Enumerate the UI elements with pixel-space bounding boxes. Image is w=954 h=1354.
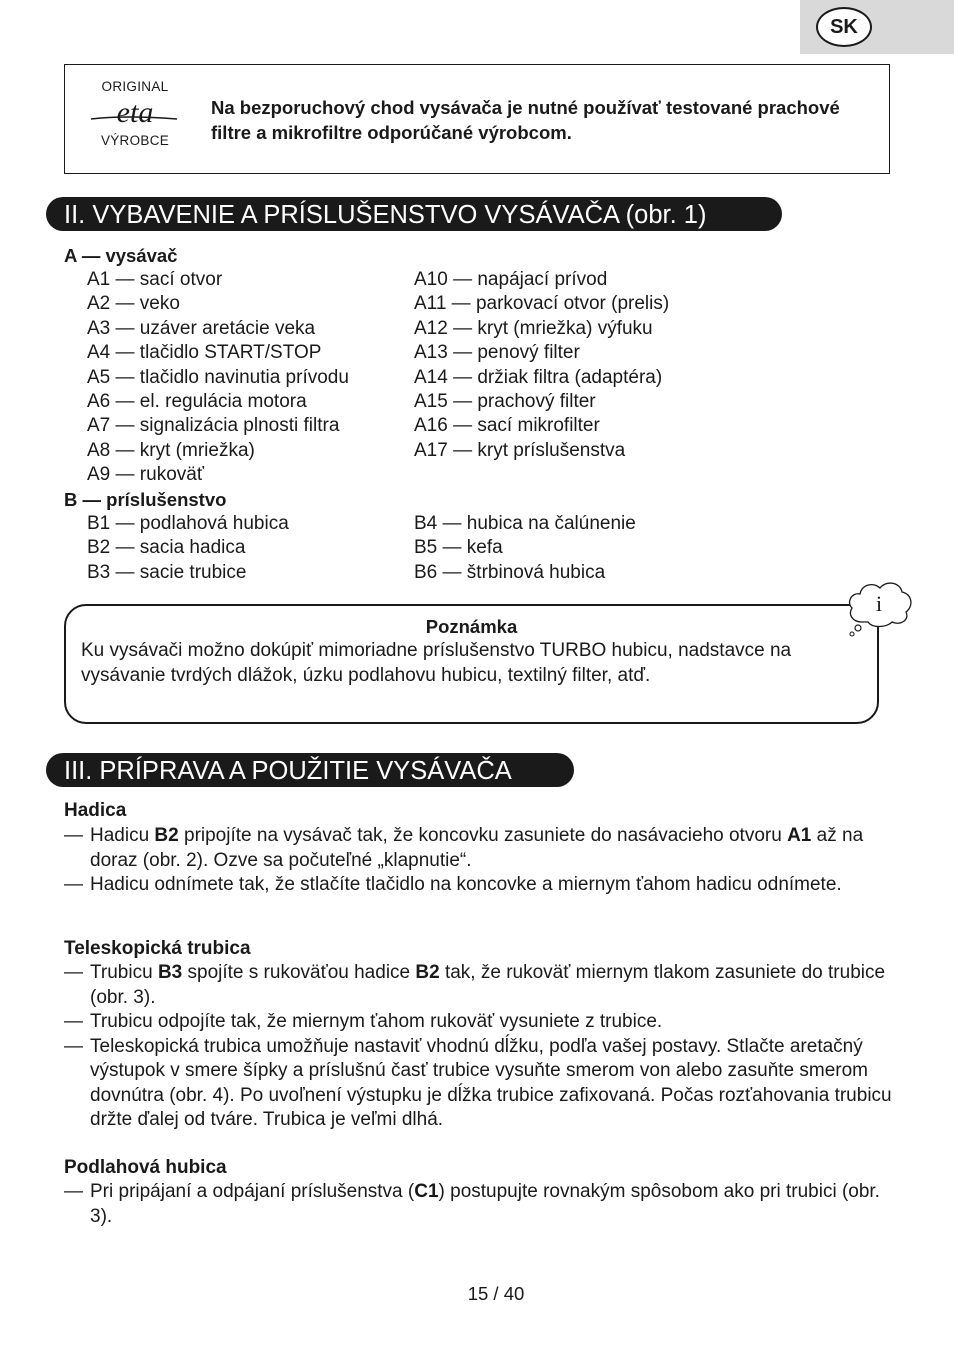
list-item: B1 — podlahová hubica bbox=[87, 513, 289, 534]
text-run: až na doraz (obr. 2). Ozve sa počuteľné „klapnutie“. bbox=[90, 825, 864, 871]
list-item: A15 — prachový filter bbox=[414, 391, 596, 413]
list-item: A5 — tlačidlo navinutia prívodu bbox=[87, 366, 349, 388]
list-item-text bbox=[90, 1010, 894, 1035]
logo-brand-text: eta bbox=[116, 96, 154, 129]
list-item: A16 — sací mikrofilter bbox=[414, 415, 600, 437]
section-title-equipment: II. VYBAVENIE A PRÍSLUŠENSTVO VYSÁVAČA (obr. 1) bbox=[46, 197, 782, 231]
group-b-list-right bbox=[414, 512, 636, 585]
dash-bullet: — bbox=[64, 825, 83, 846]
trubica-heading: Teleskopická trubica bbox=[64, 938, 251, 959]
list-item-text bbox=[90, 1180, 894, 1229]
notice-text: Na bezporuchový chod vysávača je nutné používať testované prachové filtre a mikrofiltre odporúčané výrobcom. bbox=[211, 97, 840, 143]
dash-bullet: — bbox=[64, 962, 83, 983]
text-run: Trubicu bbox=[90, 962, 158, 983]
list-item: A12 — kryt (mriežka) výfuku bbox=[414, 317, 653, 339]
text-run: tak, že rukoväť miernym tlakom zasuniete do trubice (obr. 3). bbox=[90, 962, 886, 1008]
eta-brand-mark bbox=[85, 95, 185, 133]
info-letter: i bbox=[875, 591, 883, 616]
text-run: Hadicu odnímete tak, že stlačíte tlačidlo na koncovke a miernym ťahom hadicu odnímete. bbox=[90, 874, 842, 895]
list-item: A7 — signalizácia plnosti filtra bbox=[87, 415, 340, 437]
language-tab bbox=[800, 0, 954, 54]
group-a-heading: A — vysávač bbox=[64, 245, 178, 266]
list-item: B6 — štrbinová hubica bbox=[414, 561, 606, 583]
text-run: Teleskopická trubica umožňuje nastaviť vhodnú dĺžku, podľa vašej postavy. Stlačte aretačný výstupok v smere šípky a príslušnú časť trubice vysuňte smerom von alebo zasuňte smerom dovnútra (obr. 4). Po uvoľnení výstupku je dĺžka trubice zafixovaná. Počas rozťahovania trubicu držte ďalej od tváre. Trubica je veľmi dlhá. bbox=[90, 1035, 892, 1130]
podlahova-list bbox=[64, 1180, 894, 1229]
list-item-text bbox=[90, 824, 894, 873]
podlahova-heading: Podlahová hubica bbox=[64, 1157, 227, 1178]
list-item: A10 — napájací prívod bbox=[414, 269, 608, 290]
original-eta-logo bbox=[85, 79, 185, 159]
section-title-preparation: III. PRÍPRAVA A POUŽITIE VYSÁVAČA bbox=[46, 753, 574, 787]
list-item: B3 — sacie trubice bbox=[87, 561, 247, 583]
list-item: A13 — penový filter bbox=[414, 342, 580, 364]
hadica-list bbox=[64, 824, 894, 898]
text-run: ) postupujte rovnakým spôsobom ako pri trubici (obr. 3). bbox=[90, 1181, 880, 1227]
part-reference: B2 bbox=[154, 825, 179, 846]
list-item: A14 — držiak filtra (adaptéra) bbox=[414, 366, 663, 388]
part-reference: A1 bbox=[787, 825, 812, 846]
list-item: B4 — hubica na čalúnenie bbox=[414, 513, 636, 534]
part-reference: B3 bbox=[157, 962, 183, 983]
list-item bbox=[64, 1010, 894, 1035]
text-run: pripojíte na vysávač tak, že koncovku zasuniete do nasávacieho otvoru bbox=[178, 825, 788, 846]
text-run: spojíte s rukoväťou hadice bbox=[182, 962, 416, 983]
list-item bbox=[64, 824, 894, 873]
language-badge: SK bbox=[816, 7, 872, 47]
page-number: 15 / 40 bbox=[467, 1283, 525, 1304]
list-item bbox=[64, 961, 894, 1010]
list-item bbox=[64, 1180, 894, 1229]
part-reference: C1 bbox=[414, 1181, 439, 1202]
dash-bullet: — bbox=[64, 1011, 83, 1032]
trubica-list bbox=[64, 961, 894, 1133]
group-a-list-right bbox=[414, 268, 669, 463]
list-item: B5 — kefa bbox=[414, 537, 503, 559]
list-item bbox=[64, 873, 894, 898]
note-title: Poznámka bbox=[425, 616, 518, 637]
list-item: A17 — kryt príslušenstva bbox=[414, 439, 626, 461]
list-item: A6 — el. regulácia motora bbox=[87, 391, 307, 413]
list-item: A4 — tlačidlo START/STOP bbox=[87, 342, 322, 364]
list-item: A9 — rukoväť bbox=[87, 464, 204, 486]
list-item-text bbox=[90, 961, 894, 1010]
group-b-list-left bbox=[87, 512, 289, 585]
group-b-heading: B — príslušenstvo bbox=[64, 489, 227, 510]
list-item: B2 — sacia hadica bbox=[87, 537, 246, 559]
text-run: Hadicu bbox=[90, 825, 155, 846]
text-run: Pri pripájaní a odpájaní príslušenstva ( bbox=[90, 1181, 415, 1202]
dash-bullet: — bbox=[64, 874, 83, 895]
list-item-text bbox=[90, 1035, 894, 1133]
logo-bottom-text: VÝROBCE bbox=[100, 133, 170, 148]
list-item: A11 — parkovací otvor (prelis) bbox=[414, 293, 670, 315]
list-item bbox=[64, 1035, 894, 1133]
text-run: Trubicu odpojíte tak, že miernym ťahom rukoväť vysuniete z trubice. bbox=[90, 1011, 663, 1032]
list-item: A2 — veko bbox=[87, 293, 180, 315]
notice-box bbox=[64, 64, 890, 174]
list-item: A1 — sací otvor bbox=[87, 269, 223, 290]
list-item: A8 — kryt (mriežka) bbox=[87, 439, 255, 461]
part-reference: B2 bbox=[415, 962, 440, 983]
group-a-list-left bbox=[87, 268, 349, 488]
hadica-heading: Hadica bbox=[64, 800, 127, 821]
info-cloud-icon bbox=[846, 576, 914, 638]
list-item-text bbox=[90, 873, 894, 898]
dash-bullet: — bbox=[64, 1035, 83, 1057]
dash-bullet: — bbox=[64, 1181, 83, 1202]
note-text: Ku vysávači možno dokúpiť mimoriadne príslušenstvo TURBO hubicu, nadstavce na vysávanie tvrdých dlážok, úzku podlahovu hubicu, textilný filter, atď. bbox=[81, 640, 792, 686]
logo-top-text: ORIGINAL bbox=[101, 79, 169, 94]
list-item: A3 — uzáver aretácie veka bbox=[87, 317, 316, 339]
note-box bbox=[64, 604, 879, 724]
